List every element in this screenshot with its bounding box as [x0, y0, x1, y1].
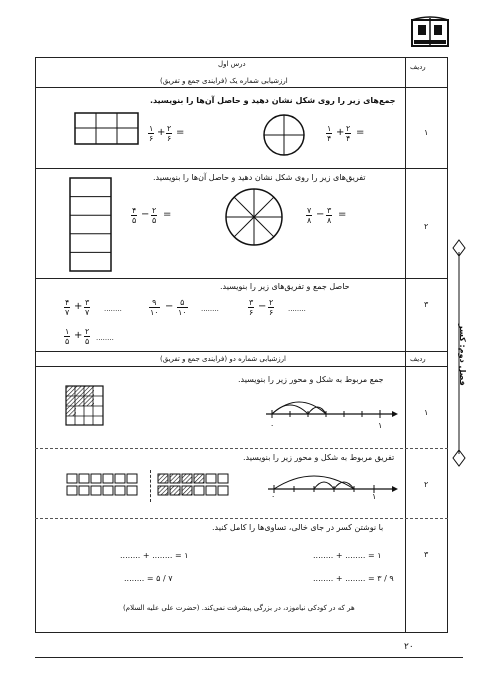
q3-item2-frac-a: ۳ ۶: [249, 298, 254, 317]
s2q2-number: ۲: [424, 480, 429, 489]
section2-header-divider: [35, 366, 448, 367]
q2-right-frac-b: ۳ ۸: [327, 206, 332, 225]
q1-left-equals: =: [176, 127, 185, 138]
q3-item0-frac-b: ۳ ۷: [85, 298, 90, 317]
s2q3-row0-right: ........ + ........ = ۱: [313, 551, 382, 560]
s2q1-axis-zero: ۰: [270, 421, 275, 430]
s2q3-row1-right: ........ + ........ = ۳ / ۹: [313, 574, 394, 583]
q2-left-frac-b: ۲ ۵: [152, 206, 157, 225]
s2q1-number: ۱: [424, 408, 429, 417]
s2q2-filled-squares: [157, 473, 237, 497]
s2q3-prompt: با نوشتن کسر در جای خالی، تساوی‌ها را کامل کنید.: [212, 523, 384, 532]
s2q3-row1-left: ........ = ۵ / ۷: [124, 574, 173, 583]
q3-item0-frac-a: ۴ ۷: [65, 298, 70, 317]
section2-title: ارزشیابی شماره دو (فرایندی جمع و تفریق): [160, 355, 286, 363]
q2-right-equals: =: [338, 209, 347, 220]
q1-left-frac-a: ۱ ۶: [149, 124, 154, 143]
s2q2-empty-squares: [66, 473, 146, 497]
q1-right-op: +: [336, 127, 345, 138]
q1-number: ۱: [424, 128, 429, 137]
q2-left-op: −: [141, 209, 150, 220]
q2-left-equals: =: [163, 209, 172, 220]
q1-circle-shape: [262, 113, 306, 157]
q3-item1-frac-a: ۹ ۱۰: [150, 298, 159, 317]
q3-item3-op: +: [74, 330, 83, 341]
s2q1-divider: [35, 448, 448, 449]
q1-divider: [35, 168, 448, 169]
header-col-label: ردیف: [410, 63, 426, 71]
page-number: ۲۰: [404, 642, 414, 652]
q2-right-op: −: [316, 209, 325, 220]
q3-item0-op: +: [74, 301, 83, 312]
s2q2-axis-zero: ۰: [271, 492, 276, 501]
q3-number: ۳: [424, 300, 429, 309]
q1-prompt: جمع‌های زیر را روی شکل نشان دهید و حاصل آن‌ها را بنویسید.: [150, 96, 396, 105]
q3-item1-frac-b: ۵ ۱۰: [178, 298, 187, 317]
q2-left-frac-a: ۴ ۵: [132, 206, 137, 225]
q2-number: ۲: [424, 222, 429, 231]
section1-title: ارزشیابی شماره یک (فرایندی جمع و تفریق): [160, 77, 288, 85]
q3-item2-op: −: [258, 301, 267, 312]
q2-bar-shape: [69, 177, 113, 273]
s2q1-axis-one: ۱: [378, 421, 383, 430]
q2-right-frac-a: ۷ ۸: [307, 206, 312, 225]
s2q3-number: ۳: [424, 550, 429, 559]
section2-col-label: ردیف: [410, 355, 426, 363]
q1-grid-shape: [74, 112, 140, 146]
q3-item0-blank: ........: [104, 305, 122, 313]
s2q1-prompt: جمع مربوط به شکل و محور زیر را بنویسید.: [238, 375, 384, 384]
q2-divider: [35, 278, 448, 279]
q1-right-frac-b: ۲ ۴: [346, 124, 351, 143]
footer-quote: هر که در کودکی نیاموزد، در بزرگی پیشرفت نمی‌کند. (حضرت علی علیه السلام): [123, 604, 355, 612]
chapter-label: فصل دوم: کسر: [458, 324, 467, 386]
q3-item3-frac-b: ۲ ۵: [85, 327, 90, 346]
q1-left-op: +: [157, 127, 166, 138]
section1-end-divider: [35, 351, 448, 352]
s2q3-row0-left: ........ + ........ = ۱: [120, 551, 189, 560]
q1-right-equals: =: [356, 127, 365, 138]
q1-left-frac-b: ۲ ۶: [167, 124, 172, 143]
s2q2-prompt: تفریق مربوط به شکل و محور زیر را بنویسید.: [243, 453, 395, 462]
q3-prompt: حاصل جمع و تفریق‌های زیر را بنویسید.: [220, 282, 350, 291]
q3-item1-blank: ........: [201, 305, 219, 313]
s2q2-divider: [35, 518, 448, 519]
lesson-title: درس اول: [218, 60, 246, 68]
book-logo-icon: [410, 12, 450, 52]
s2q2-axis-one: ۱: [372, 492, 377, 501]
q2-prompt: تفریق‌های زیر را روی شکل نشان دهید و حاصل آن‌ها را بنویسید.: [153, 173, 366, 182]
s2q1-hatched-grid: [65, 385, 105, 427]
row-number-column-divider: [405, 57, 406, 633]
s2q2-number-line: [264, 465, 398, 501]
q3-item2-frac-b: ۲ ۶: [269, 298, 274, 317]
q1-right-frac-a: ۱ ۴: [327, 124, 332, 143]
header-divider: [35, 87, 448, 88]
s2q2-separator: [150, 470, 151, 502]
q3-item3-frac-a: ۱ ۵: [65, 327, 70, 346]
q2-circle-shape: [224, 187, 284, 247]
q3-item3-blank: ........: [96, 334, 114, 342]
q3-item2-blank: ........: [288, 305, 306, 313]
q3-item1-op: −: [165, 301, 174, 312]
page-footer-line: [35, 657, 463, 658]
